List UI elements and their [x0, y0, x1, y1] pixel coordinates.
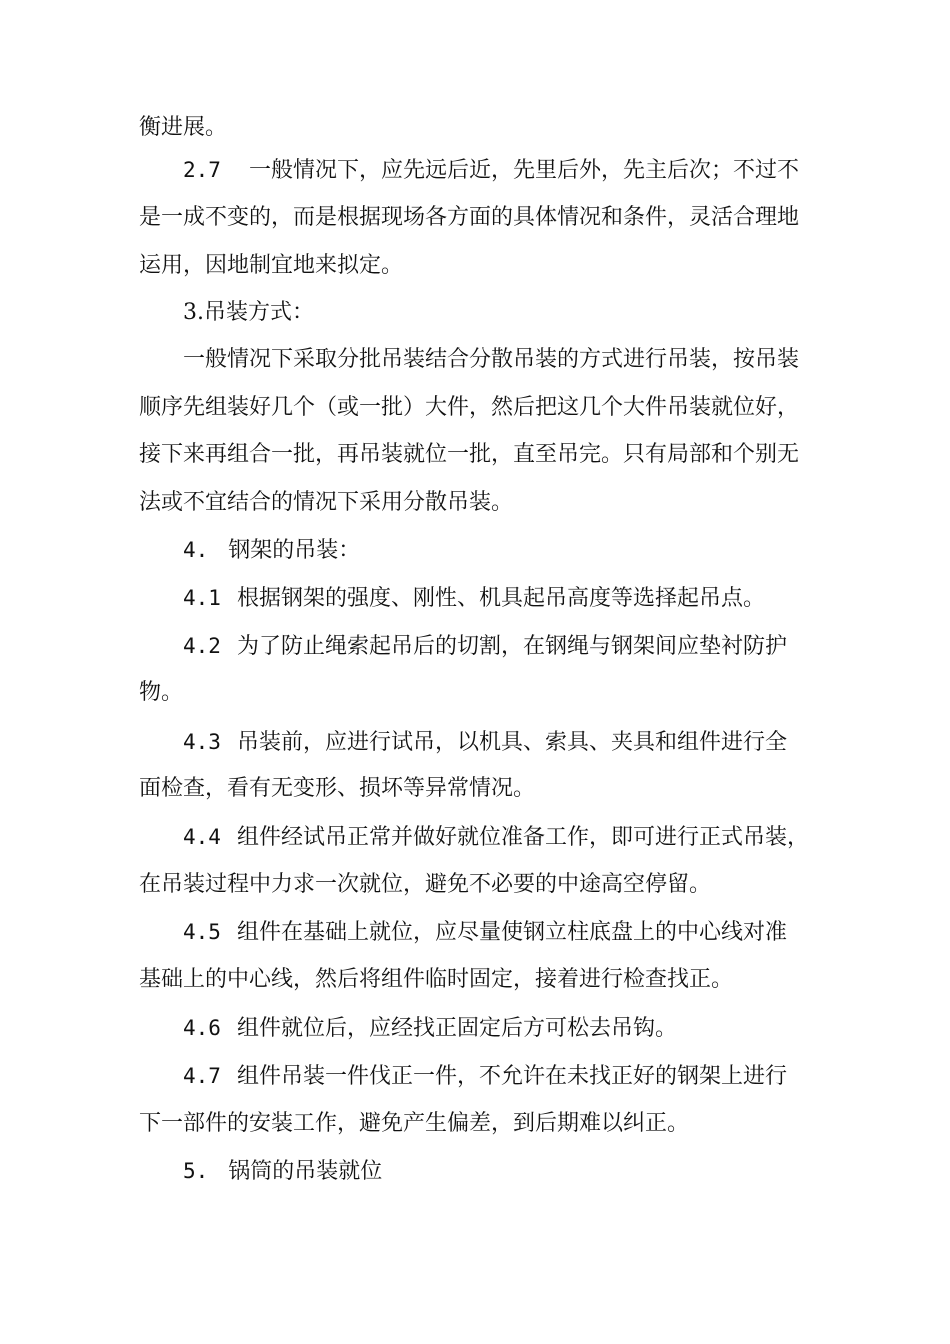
section-number: 4.4 [183, 825, 221, 849]
paragraph-line: 运用，因地制宜地来拟定。 [139, 253, 404, 278]
paragraph-line: 面检查，看有无变形、损坏等异常情况。 [139, 776, 536, 801]
paragraph-line: 衡进展。 [139, 115, 228, 140]
paragraph-line: 顺序先组装好几个（或一批）大件，然后把这几个大件吊装就位好， [139, 395, 800, 420]
section-number: 5. [183, 1159, 209, 1183]
section-4-2-line: 4.2 为了防止绳索起吊后的切割，在钢绳与钢架间应垫衬防护 [183, 634, 787, 659]
paragraph-line: 一般情况下采取分批吊装结合分散吊装的方式进行吊装，按吊装 [183, 347, 800, 372]
section-4-3-line: 4.3 吊装前，应进行试吊，以机具、索具、夹具和组件进行全 [183, 730, 787, 755]
paragraph-line: 接下来再组合一批，再吊装就位一批，直至吊完。只有局部和个别无 [139, 442, 800, 467]
paragraph-line: 物。 [139, 680, 184, 705]
section-number: 4. [183, 538, 209, 562]
paragraph-line: 下一部件的安装工作，避免产生偏差，到后期难以纠正。 [139, 1111, 690, 1136]
section-number: 4.3 [183, 730, 221, 754]
paragraph-line: 基础上的中心线，然后将组件临时固定，接着进行检查找正。 [139, 967, 734, 992]
paragraph-line: 在吊装过程中力求一次就位，避免不必要的中途高空停留。 [139, 872, 712, 897]
section-4-1-line: 4.1 根据钢架的强度、刚性、机具起吊高度等选择起吊点。 [183, 586, 765, 611]
paragraph-line: 法或不宜结合的情况下采用分散吊装。 [139, 490, 514, 515]
section-number: 4.6 [183, 1016, 221, 1040]
section-4-heading: 4. 钢架的吊装： [183, 538, 361, 563]
section-number: 4.5 [183, 920, 221, 944]
section-number: 4.7 [183, 1064, 221, 1088]
section-4-7-line: 4.7 组件吊装一件伐正一件，不允许在未找正好的钢架上进行 [183, 1064, 787, 1089]
section-3-heading: 3.吊装方式： [183, 300, 314, 325]
section-number: 2.7 [183, 158, 221, 182]
section-4-5-line: 4.5 组件在基础上就位，应尽量使钢立柱底盘上的中心线对准 [183, 920, 787, 945]
section-number: 4.1 [183, 586, 221, 610]
section-number: 4.2 [183, 634, 221, 658]
section-2-7-line: 2.7 一般情况下，应先远后近，先里后外，先主后次；不过不 [183, 158, 799, 183]
section-4-6-line: 4.6 组件就位后，应经找正固定后方可松去吊钩。 [183, 1016, 677, 1041]
section-5-heading: 5. 锅筒的吊装就位 [183, 1159, 383, 1184]
paragraph-line: 是一成不变的，而是根据现场各方面的具体情况和条件，灵活合理地 [139, 205, 800, 230]
section-4-4-line: 4.4 组件经试吊正常并做好就位准备工作，即可进行正式吊装， [183, 825, 809, 850]
